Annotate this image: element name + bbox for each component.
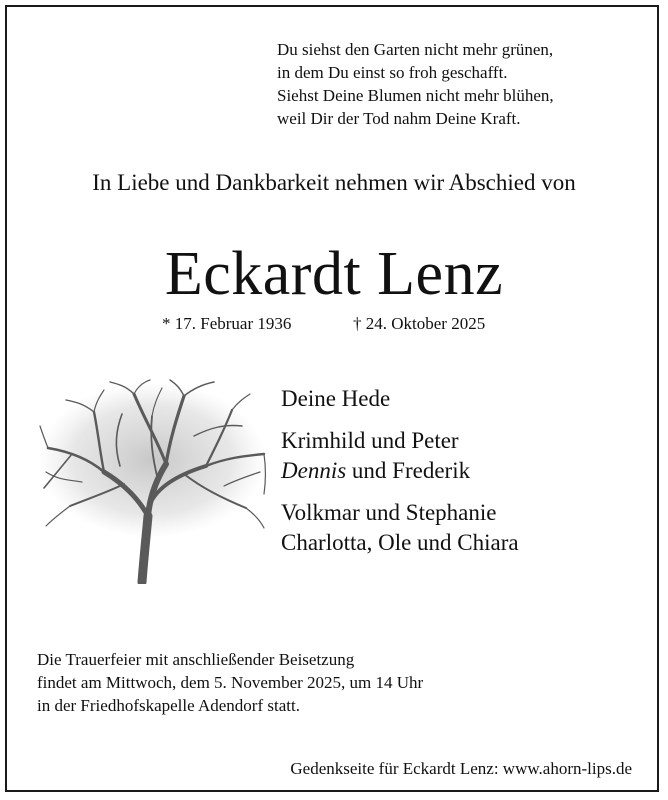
family-line-5: Charlotta, Ole und Chiara: [281, 530, 519, 555]
bare-tree-icon: [34, 376, 270, 584]
family-group-children-1: [281, 426, 519, 486]
poem-line-4: weil Dir der Tod nahm Deine Kraft.: [277, 109, 521, 128]
deceased-name: Eckardt Lenz: [164, 240, 504, 308]
family-name-italic: Dennis: [281, 458, 347, 483]
poem: [277, 38, 554, 130]
family-line-3: [281, 456, 519, 486]
ceremony-line-3: in der Friedhofskapelle Adendorf statt.: [37, 696, 300, 715]
ceremony-line-1: Die Trauerfeier mit anschließender Beisetzung: [37, 650, 355, 669]
family-list: [281, 384, 519, 570]
ceremony-info: [37, 648, 423, 717]
death-date: † 24. Oktober 2025: [353, 314, 486, 333]
family-line-4: Volkmar und Stephanie: [281, 500, 497, 525]
family-group-children-2: [281, 498, 519, 558]
poem-line-3: Siehst Deine Blumen nicht mehr blühen,: [277, 86, 554, 105]
ceremony-line-2: findet am Mittwoch, dem 5. November 2025, um 14 Uhr: [37, 673, 424, 692]
family-line-3-rest: und Frederik: [346, 458, 471, 483]
memorial-page-link[interactable]: Gedenkseite für Eckardt Lenz: www.ahorn-lips.de: [290, 759, 632, 778]
poem-line-1: Du siehst den Garten nicht mehr grünen,: [277, 40, 554, 59]
poem-line-2: in dem Du einst so froh geschafft.: [277, 63, 508, 82]
family-line-1: Deine Hede: [281, 386, 391, 411]
birth-date: * 17. Februar 1936: [162, 314, 292, 333]
family-line-2: Krimhild und Peter: [281, 428, 459, 453]
family-group-spouse: [281, 384, 519, 414]
intro-text: In Liebe und Dankbarkeit nehmen wir Abschied von: [92, 170, 576, 195]
